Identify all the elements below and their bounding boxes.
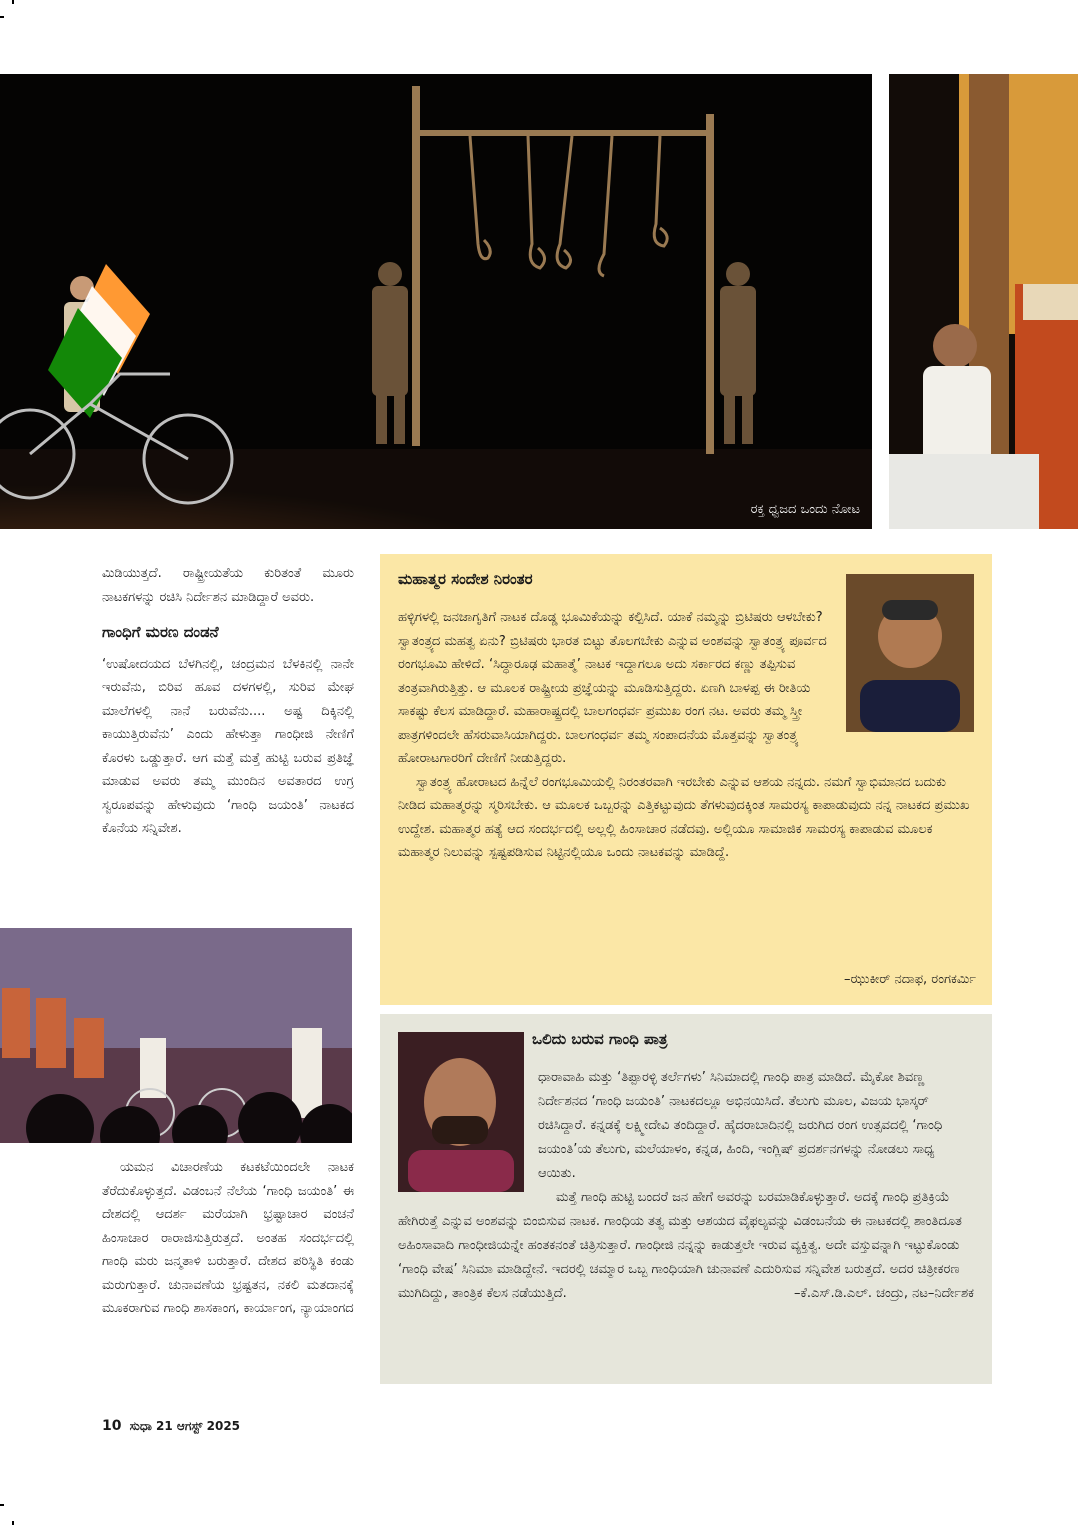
article-left-column-lower bbox=[102, 1156, 354, 1321]
sidebar-heading: ಮಹಾತ್ಮರ ಸಂದೇಶ ನಿರಂತರ bbox=[398, 570, 533, 588]
photo-caption: ರಕ್ತ ಧ್ವಜದ ಒಂದು ನೋಟ bbox=[750, 502, 860, 517]
crop-mark bbox=[0, 16, 4, 18]
body-paragraph: ಮಿಡಿಯುತ್ತದೆ. ರಾಷ್ಟ್ರೀಯತೆಯ ಕುರಿತಂತೆ ಮೂರು ನಾಟಕಗಳನ್ನು ರಚಿಸಿ ನಿರ್ದೇಶನ ಮಾಡಿದ್ದಾರೆ ಅವರು. bbox=[102, 566, 354, 605]
body-paragraph: ಸ್ವಾತಂತ್ರ್ಯ ಹೋರಾಟದ ಹಿನ್ನೆಲೆ ರಂಗಭೂಮಿಯಲ್ಲಿ ನಿರಂತರವಾಗಿ ಇರಬೇಕು ಎನ್ನುವ ಆಶಯ ನನ್ನದು. ನಮಗೆ ಸ್ವಾಭಿಮಾನದ ಬದುಕು ನೀಡಿದ ಮಹಾತ್ಮರನ್ನು ಸ್ಮರಿಸಬೇಕು. ಆ ಮೂಲಕ ಒಬ್ಬರನ್ನು ಎತ್ತಿಕಟ್ಟುವುದು ತೆಗಳುವುದಕ್ಕಿಂತ ಸಾಮರಸ್ಯ ಕಾಪಾಡುವುದು ನನ್ನ ನಾಟಕದ ಪ್ರಮುಖ ಉದ್ದೇಶ. ಮಹಾತ್ಮರ ಹತ್ಯೆ ಆದ ಸಂದರ್ಭದಲ್ಲಿ ಅಲ್ಲಲ್ಲಿ ಹಿಂಸಾಚಾರ ನಡೆದವು. ಅಲ್ಲಿಯೂ ಸಾಮಾಜಿಕ ಸಾಮರಸ್ಯ ಕಾಪಾಡುವ ಮೂಲಕ ಮಹಾತ್ಮರ ನಿಲುವನ್ನು ಸ್ಪಷ್ಟಪಡಿಸುವ ನಿಟ್ಟಿನಲ್ಲಿಯೂ ಒಂದು ನಾಟಕವನ್ನು ಮಾಡಿದ್ದೆ. bbox=[398, 774, 970, 860]
crop-mark bbox=[12, 1521, 14, 1525]
body-paragraph bbox=[398, 1186, 974, 1306]
portrait-photo-zakir-nadaf bbox=[846, 574, 974, 732]
portrait-illustration bbox=[398, 1032, 524, 1192]
article-left-column bbox=[102, 562, 354, 841]
body-paragraph: ಧಾರಾವಾಹಿ ಮತ್ತು ‘ತಿಪ್ಪಾರಳ್ಳಿ ತರ್ಲೆಗಳು’ ಸಿನಿಮಾದಲ್ಲಿ ಗಾಂಧಿ ಪಾತ್ರ ಮಾಡಿದೆ. ಮೈಕೋ ಶಿವಣ್ಣ ನಿರ್ದೇಶನದ ‘ಗಾಂಧಿ ಜಯಂತಿ’ ನಾಟಕದಲ್ಲೂ ಅಭಿನಯಿಸಿದೆ. ತೆಲುಗು ಮೂಲ, ವಿಜಯ ಭಾಸ್ಕರ್ ರಚಿಸಿದ್ದಾರೆ. ಕನ್ನಡಕ್ಕೆ ಲಕ್ಷ್ಮೀದೇವಿ ತಂದಿದ್ದಾರೆ. ಹೈದರಾಬಾದಿನಲ್ಲಿ ಜರುಗಿದ ರಂಗ ಉತ್ಸವದಲ್ಲಿ ‘ಗಾಂಧಿ ಜಯಂತಿ’ಯ ತೆಲುಗು, ಮಲೆಯಾಳಂ, ಕನ್ನಡ, ಹಿಂದಿ, ಇಂಗ್ಲಿಷ್ ಪ್ರದರ್ಶನಗಳನ್ನು ನೋಡಲು ಸಾಧ್ಯ ಆಯಿತು. bbox=[538, 1070, 943, 1181]
issue-line: ಸುಧಾ 21 ಆಗಸ್ಟ್ 2025 bbox=[129, 1419, 241, 1433]
seated-actor-illustration bbox=[889, 74, 1078, 529]
body-paragraph: ಹಳ್ಳಿಗಳಲ್ಲಿ ಜನಜಾಗೃತಿಗೆ ನಾಟಕ ದೊಡ್ಡ ಭೂಮಿಕೆಯನ್ನು ಕಲ್ಪಿಸಿದೆ. ಯಾಕೆ ನಮ್ಮನ್ನು ಬ್ರಿಟಿಷರು ಆಳಬೇಕು? ಸ್ವಾತಂತ್ರ್ಯದ ಮಹತ್ವ ಏನು? ಬ್ರಿಟಿಷರು ಭಾರತ ಬಿಟ್ಟು ತೊಲಗಬೇಕು ಎನ್ನುವ ಅಂಶವನ್ನು ಸ್ವಾತಂತ್ರ್ಯ ಪೂರ್ವದ ರಂಗಭೂಮಿ ಹೇಳಿದೆ. ‘ಸಿದ್ಧಾರೂಢ ಮಹಾತ್ಮೆ’ ನಾಟಕ ಇದ್ದಾಗಲೂ ಅದು ಸರ್ಕಾರದ ಕಣ್ಣು ತಪ್ಪಿಸುವ ತಂತ್ರವಾಗಿರುತ್ತಿತ್ತು. ಆ ಮೂಲಕ ರಾಷ್ಟ್ರೀಯ ಪ್ರಜ್ಞೆಯನ್ನು ಮೂಡಿಸುತ್ತಿದ್ದರು. ಏಣಗಿ ಬಾಳಪ್ಪ ಈ ರೀತಿಯ ಸಾಕಷ್ಟು ಕೆಲಸ ಮಾಡಿದ್ದಾರೆ. ಮಹಾರಾಷ್ಟ್ರದಲ್ಲಿ ಬಾಲಗಂಧರ್ವ ಪ್ರಮುಖ ರಂಗ ನಟ. ಅವರು ತಮ್ಮ ಸ್ತ್ರೀ ಪಾತ್ರಗಳಿಂದಲೇ ಹೆಸರುವಾಸಿಯಾಗಿದ್ದರು. ಬಾಲಗಂಧರ್ವ ತಮ್ಮ ಸಂಪಾದನೆಯ ಮೊತ್ತವನ್ನು ಸ್ವಾತಂತ್ರ್ಯ ಹೋರಾಟಗಾರರಿಗೆ ದೇಣಿಗೆ ನೀಡುತ್ತಿದ್ದರು. bbox=[398, 610, 827, 766]
byline: –ಝುಕೀರ್ ನದಾಫ, ರಂಗಕರ್ಮಿ bbox=[843, 972, 976, 987]
body-paragraph: ಯಮನ ವಿಚಾರಣೆಯ ಕಟಕಟೆಯಿಂದಲೇ ನಾಟಕ ತೆರೆದುಕೊಳ್ಳುತ್ತದೆ. ವಿಡಂಬನೆ ನೆಲೆಯ ‘ಗಾಂಧಿ ಜಯಂತಿ’ ಈ ದೇಶದಲ್ಲಿ ಆದರ್ಶ ಮರೆಯಾಗಿ ಭ್ರಷ್ಟಾಚಾರ ವಂಚನೆ ಹಿಂಸಾಚಾರ ರಾರಾಜಿಸುತ್ತಿರುತ್ತದೆ. ಅಂತಹ ಸಂದರ್ಭದಲ್ಲಿ ಗಾಂಧಿ ಮರು ಜನ್ಮತಾಳಿ ಬರುತ್ತಾರೆ. ದೇಶದ ಪರಿಸ್ಥಿತಿ ಕಂಡು ಮರುಗುತ್ತಾರೆ. ಚುನಾವಣೆಯ ಭ್ರಷ್ಟತನ, ನಕಲಿ ಮತದಾನಕ್ಕೆ ಮೂಕರಾಗುವ ಗಾಂಧಿ ಶಾಸಕಾಂಗ, ಕಾರ್ಯಾಂಗ, ನ್ಯಾಯಾಂಗದ bbox=[102, 1160, 354, 1316]
play-scene-illustration bbox=[0, 928, 352, 1143]
section-heading: ಗಾಂಧಿಗೆ ಮರಣ ದಂಡನೆ bbox=[102, 623, 219, 641]
stage-scene-illustration bbox=[0, 74, 872, 529]
page-number: 10 bbox=[102, 1418, 122, 1434]
byline: –ಕೆ.ಎಸ್.ಡಿ.ಎಲ್. ಚಂದ್ರು, ನಟ–ನಿರ್ದೇಶಕ bbox=[794, 1286, 974, 1301]
sidebar-heading: ಒಲಿದು ಬರುವ ಗಾಂಧಿ ಪಾತ್ರ bbox=[532, 1030, 668, 1048]
sidebar-box-gandhi-role bbox=[380, 1014, 992, 1384]
crop-mark bbox=[0, 1504, 4, 1506]
stage-photo-gandhi-jayanti bbox=[0, 928, 352, 1143]
body-paragraph: ‘ಉಷೋದಯದ ಬೆಳಗಿನಲ್ಲಿ, ಚಂದ್ರಮನ ಬೆಳಕಿನಲ್ಲಿ ನಾನೇ ಇರುವೆನು, ಬಿರಿವ ಹೂವ ದಳಗಳಲ್ಲಿ, ಸುರಿವ ಮೇಘ ಮಾಲೆಗಳಲ್ಲಿ ನಾನೆ ಬರುವೆನು.... ಅಷ್ಟ ದಿಕ್ಕಿನಲ್ಲಿ ಕಾಯುತ್ತಿರುವೆನು’ ಎಂದು ಹೇಳುತ್ತಾ ಗಾಂಧೀಜಿ ನೇಣಿಗೆ ಕೊರಳು ಒಡ್ಡುತ್ತಾರೆ. ಆಗ ಮತ್ತೆ ಮತ್ತೆ ಹುಟ್ಟಿ ಬರುವ ಪ್ರತಿಜ್ಞೆ ಮಾಡುವ ಅವರು ತಮ್ಮ ಮುಂದಿನ ಅವತಾರದ ಉಗ್ರ ಸ್ವರೂಪವನ್ನು ಹೇಳುವುದು ‘ಗಾಂಧಿ ಜಯಂತಿ’ ನಾಟಕದ ಕೊನೆಯ ಸನ್ನಿವೇಶ. bbox=[102, 656, 354, 836]
sidebar-box-message bbox=[380, 554, 992, 1005]
crop-mark bbox=[12, 0, 14, 4]
page-footer bbox=[102, 1418, 240, 1434]
stage-photo-gallows bbox=[0, 74, 872, 529]
portrait-photo-ksdl-chandru bbox=[398, 1032, 524, 1192]
stage-photo-seated-actor bbox=[889, 74, 1078, 529]
body-text: ಮತ್ತೆ ಗಾಂಧಿ ಹುಟ್ಟಿ ಬಂದರೆ ಜನ ಹೇಗೆ ಅವರನ್ನು ಬರಮಾಡಿಕೊಳ್ಳುತ್ತಾರೆ. ಅದಕ್ಕೆ ಗಾಂಧಿ ಪ್ರತಿಕ್ರಿಯೆ ಹೇಗಿರುತ್ತೆ ಎನ್ನುವ ಅಂಶವನ್ನು ಬಿಂಬಿಸುವ ನಾಟಕ. ಗಾಂಧಿಯ ತತ್ವ ಮತ್ತು ಆಶಯದ ವೈಫಲ್ಯವನ್ನು ವಿಡಂಬನೆಯ ಈ ನಾಟಕದಲ್ಲಿ ಶಾಂತಿದೂತ ಅಹಿಂಸಾವಾದಿ ಗಾಂಧೀಜಿಯನ್ನೇ ಹಂತಕನಂತೆ ಚಿತ್ರಿಸುತ್ತಾರೆ. ಗಾಂಧೀಜಿ ನನ್ನನ್ನು ಕಾಡುತ್ತಲೇ ಇರುವ ವ್ಯಕ್ತಿತ್ವ. ಅದೇ ವಸ್ತುವನ್ನಾಗಿ ಇಟ್ಟುಕೊಂಡು ‘ಗಾಂಧಿ ವೇಷ’ ಸಿನಿಮಾ ಮಾಡಿದ್ದೇನೆ. ಇದರಲ್ಲಿ ಚಮ್ಮಾರ ಒಬ್ಬ ಗಾಂಧಿಯಾಗಿ ಚುನಾವಣೆ ಎದುರಿಸುವ ಸನ್ನಿವೇಶ ಬರುತ್ತದೆ. ಅದರ ಚಿತ್ರೀಕರಣ ಮುಗಿದಿದ್ದು, ತಾಂತ್ರಿಕ ಕೆಲಸ ನಡೆಯುತ್ತಿದೆ. bbox=[398, 1190, 962, 1301]
portrait-illustration bbox=[846, 574, 974, 732]
